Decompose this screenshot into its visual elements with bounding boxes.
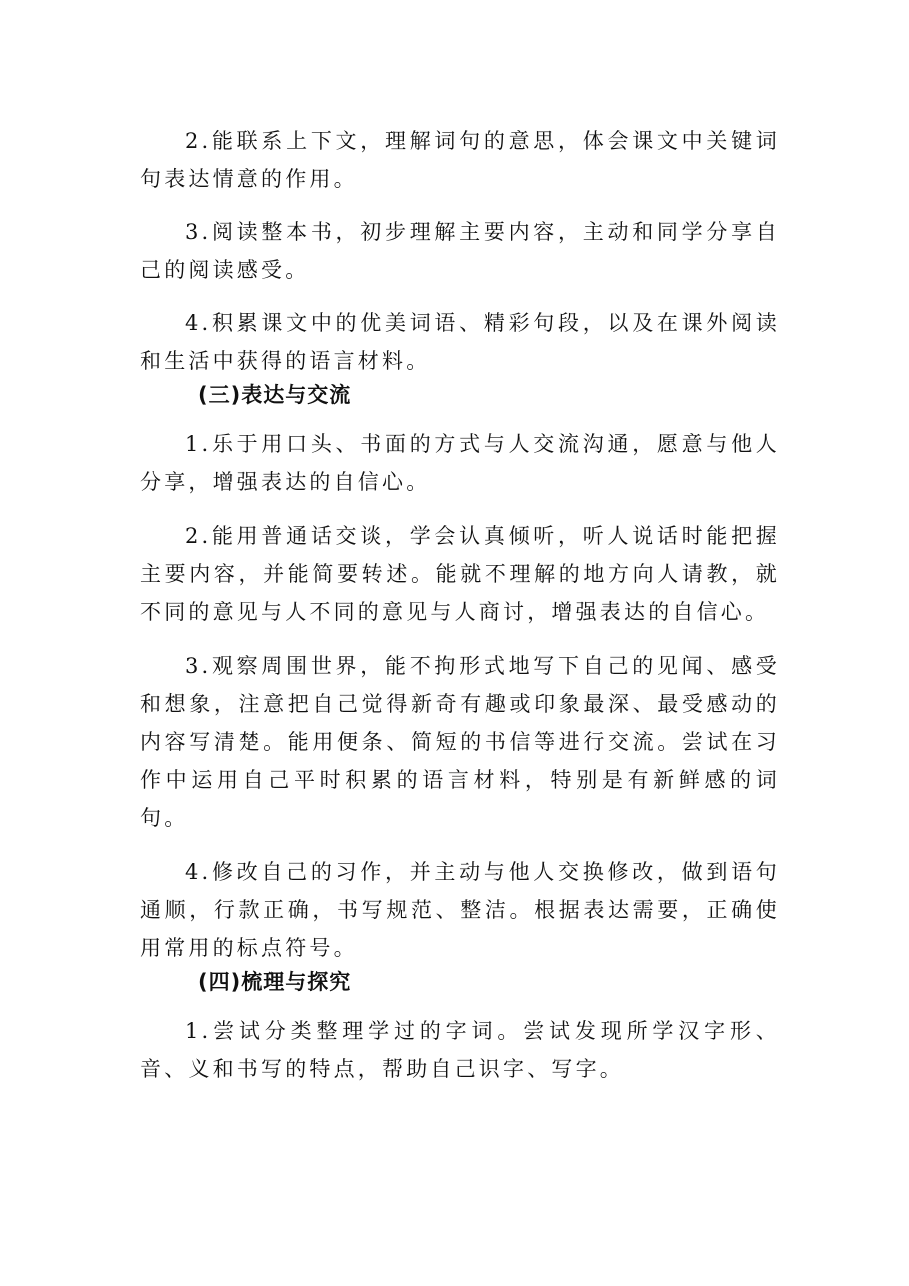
paragraph-2-mandarin-listening: 2.能用普通话交谈，学会认真倾听，听人说话时能把握主要内容，并能简要转述。能就不理解的地方向人请教，就不同的意见与人不同的意见与人商讨，增强表达的自信心。 (140, 524, 780, 624)
paragraph-4-accumulate-language: 4.积累课文中的优美词语、精彩句段，以及在课外阅读和生活中获得的语言材料。 (140, 311, 780, 373)
document-body (140, 122, 780, 1088)
paragraph-3-whole-book-reading: 3.阅读整本书，初步理解主要内容，主动和同学分享自己的阅读感受。 (140, 220, 780, 282)
paragraph-3-observe-and-write: 3.观察周围世界，能不拘形式地写下自己的见闻、感受和想象，注意把自己觉得新奇有趣或印象最深、最受感动的内容写清楚。能用便条、简短的书信等进行交流。尝试在习作中运用自己平时积累的语言材料，特别是有新鲜感的词句。 (140, 654, 780, 830)
paragraph-2-understand-words: 2.能联系上下文，理解词句的意思，体会课文中关键词句表达情意的作用。 (140, 129, 780, 191)
paragraph-1-communicate: 1.乐于用口头、书面的方式与人交流沟通，愿意与他人分享，增强表达的自信心。 (140, 432, 780, 494)
paragraph-4-revise-writing: 4.修改自己的习作，并主动与他人交换修改，做到语句通顺，行款正确，书写规范、整洁。根据表达需要，正确使用常用的标点符号。 (140, 860, 780, 960)
paragraph-1-sort-words: 1.尝试分类整理学过的字词。尝试发现所学汉字形、音、义和书写的特点，帮助自己识字、写字。 (140, 1019, 780, 1081)
section-heading-sorting-inquiry: (四)梳理与探究 (198, 970, 352, 994)
section-heading-expression: (三)表达与交流 (198, 383, 352, 407)
